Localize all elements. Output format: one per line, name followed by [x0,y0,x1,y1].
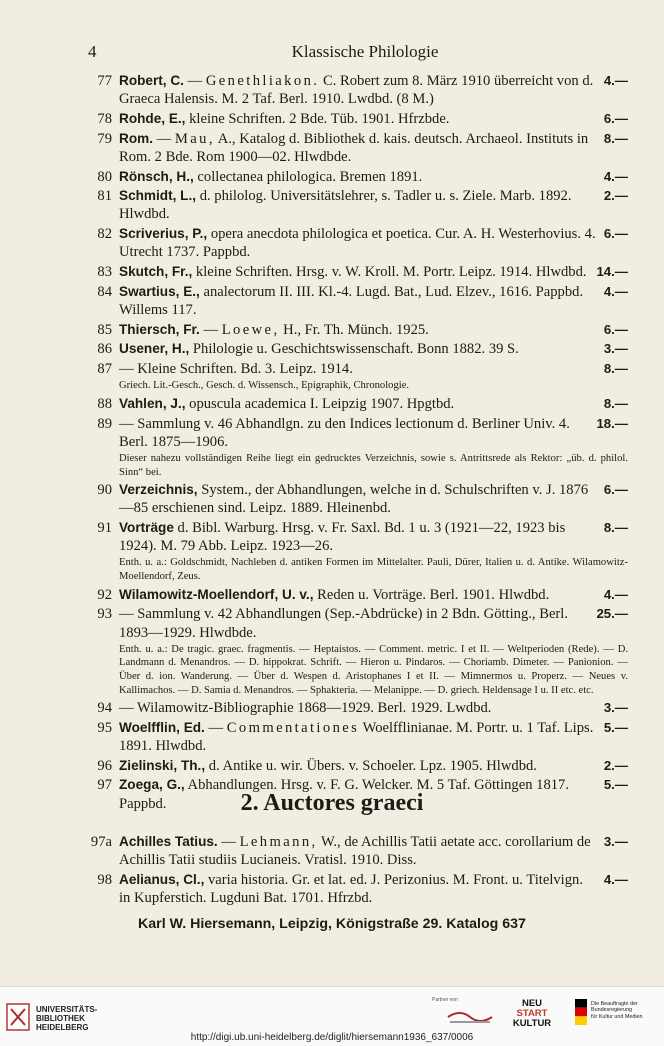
entry-spaced-name: Commentationes [226,719,360,736]
catalog-entry [72,415,628,480]
entry-number: 88 [97,395,112,412]
entry-author: Rom. [119,130,153,146]
entry-number: 97a [90,834,112,850]
entry-note: Enth. u. a.: Goldschmidt, Nachleben d. antiken Formen im Mittelalter. Pauli, Dürer, Italien u. d. Antike. Wilamowitz-Moellendorf, Zeus. [119,557,628,583]
entry-number: 89 [97,415,112,432]
entry-text: d. philolog. Universitätslehrer, s. Tadler u. s. Ziele. Marb. 1892. Hlwdbd. [119,188,572,223]
catalog-entry [72,833,628,869]
entry-number: 96 [97,757,112,774]
entry-author: Woelfflin, Ed. [119,719,205,735]
entry-price: 6.— [603,110,628,126]
catalog-entry [72,395,628,413]
bkm-label [591,1001,663,1020]
entry-author: Zoega, G., [119,777,185,793]
catalog-entry [72,283,628,319]
neustart-line: START [516,1008,548,1019]
entry-text-rest: W., de Achillis Tatii aetate acc. corollarium de Achillis Tatii studiis Lucianeis. Vratisl. 1910. Diss. [119,834,591,869]
entry-price: 14.— [596,264,628,280]
entry-author: Schmidt, L., [119,188,197,204]
entry-price: 4.— [603,871,628,887]
entry-author: Aelianus, Cl., [119,871,205,887]
entry-price: 4.— [603,586,628,602]
entry-price: 5.— [603,777,628,793]
entry-number: 77 [97,73,112,89]
library-name-line: HEIDELBERG [36,1023,89,1032]
entry-text: — [199,321,222,338]
catalog-entry [72,519,628,584]
entry-author: Skutch, Fr., [119,264,193,280]
entry-text: Abhandlungen. Hrsg. v. F. G. Welcker. M. 5 Taf. Göttingen 1817. Pappbd. [119,777,569,812]
catalog-entry [72,586,628,604]
catalog-entry [72,605,628,697]
catalog-entry [72,321,628,339]
entry-text: — [204,719,227,736]
library-name-line: UNIVERSITÄTS- [36,1005,98,1014]
entry-text: System., der Abhandlungen, welche in d. Schulschriften v. J. 1876—85 erschienen sind. Leipz. 1889. Hleinenbd. [119,482,589,517]
entry-number: 84 [97,283,112,300]
entry-number: 97 [97,777,112,794]
entry-price: 18.— [596,415,628,431]
bkm-line: Die Beauftragte der Bundesregierung [591,1001,638,1014]
entry-author: Usener, H., [119,341,190,357]
entry-price: 6.— [603,226,628,242]
entry-author: Achilles Tatius. [119,834,218,849]
federal-flag-icon [575,999,587,1025]
catalog-entry [72,72,628,108]
entry-list-greek [72,833,628,909]
entry-text-rest: Woelfflinianae. M. Portr. u. 1 Taf. Lips. 1891. Hlwdbd. [119,719,594,755]
entry-number: 86 [97,341,112,358]
entry-number: 98 [97,871,112,888]
entry-price: 6.— [603,321,628,337]
library-name-line: BIBLIOTHEK [36,1014,85,1023]
digitization-bar [0,986,664,1046]
entry-text: — [217,834,240,850]
bkm-line: für Kultur und Medien [591,1013,643,1020]
page-title: Klassische Philologie [291,42,439,61]
entry-number: 92 [97,586,112,603]
entry-price: 2.— [603,757,628,773]
entry-text: — Sammlung v. 42 Abhandlungen (Sep.-Abdrücke) in 2 Bdn. Götting., Berl. 1893—1929. Hlwdbde. [119,606,568,641]
entry-number: 78 [97,110,112,127]
neustart-line: KULTUR [512,1018,552,1029]
entry-author: Thiersch, Fr. [119,321,200,337]
entry-number: 83 [97,264,112,281]
catalog-entry [72,757,628,775]
library-name [36,1005,97,1032]
entry-text: d. Bibl. Warburg. Hrsg. v. Fr. Saxl. Bd. 1 u. 3 (1921—22, 1923 bis 1924). M. 79 Abb. Leipz. 1923—26. [119,520,566,555]
entry-number: 93 [97,606,112,623]
partner-logo-icon [440,1007,500,1027]
entry-author: Zielinski, Th., [119,757,206,773]
entry-text: kleine Schriften. Hrsg. v. W. Kroll. M. Portr. Leipz. 1914. Hlwdbd. [192,264,587,281]
entry-author: Wilamowitz-Moellendorf, U. v., [119,586,314,602]
catalog-entry [72,187,628,223]
catalog-entry [72,110,628,128]
catalog-entry [72,130,628,166]
entry-author: Vorträge [119,520,174,536]
entry-text: Philologie u. Geschichtswissenschaft. Bonn 1882. 39 S. [189,341,519,358]
entry-price: 5.— [603,719,628,735]
entry-number: 80 [97,168,112,185]
entry-text: opuscula academica I. Leipzig 1907. Hpgtbd. [185,395,455,412]
entry-spaced-name: Lehmann, [239,834,318,850]
entry-author: Vahlen, J., [119,395,186,411]
entry-price: 3.— [603,834,628,849]
entry-price: 4.— [603,73,628,88]
entry-number: 90 [97,482,112,499]
catalog-entry [72,360,628,393]
entry-price: 2.— [603,188,628,204]
entry-text: kleine Schriften. 2 Bde. Tüb. 1901. Hfrzbde. [185,110,450,127]
catalog-entry [72,699,628,717]
page-header [88,42,642,64]
partner-label: Partner von [432,997,458,1003]
entry-author: Swartius, E., [119,283,200,299]
catalog-entry [72,871,628,907]
catalog-entry [72,719,628,755]
entry-price: 8.— [603,361,628,377]
entry-list [72,72,628,814]
entry-text-rest: A., Katalog d. Bibliothek d. kais. deutsch. Archaeol. Instituts in Rom. 2 Bde. Rom 1900—02. Hlwdbde. [119,130,589,165]
entry-text: analectorum II. III. Kl.-4. Lugd. Bat., Lud. Elzev., 1616. Pappbd. Willems 117. [119,283,584,318]
entry-price: 4.— [603,168,628,184]
entry-author: Rohde, E., [119,110,186,126]
entry-price: 6.— [603,482,628,498]
entry-text: collectanea philologica. Bremen 1891. [193,168,423,185]
entry-price: 4.— [603,283,628,299]
entry-text: — Sammlung v. 46 Abhandlgn. zu den Indices lectionum d. Berliner Univ. 4. Berl. 1875—1906. [119,415,570,450]
entry-number: 85 [97,321,112,338]
neustart-kultur-logo [512,999,552,1029]
entry-spaced-name: Genethliakon. [205,73,320,89]
entry-number: 87 [97,361,112,378]
catalog-entry [72,225,628,261]
entry-author: Scriverius, P., [119,226,208,242]
entry-spaced-name: Mau, [174,130,215,147]
section-title: 2. Auctores graeci [240,790,424,816]
entry-number: 82 [97,226,112,243]
entry-number: 81 [97,188,112,205]
university-library-logo-icon [6,1003,30,1031]
entry-text: varia historia. Gr. et lat. ed. J. Perizonius. M. Front. u. Titelvign. in Kupferstich. Lugduni Bat. 1701. Hfrzbd. [119,871,583,907]
entry-number: 79 [97,130,112,147]
entry-price: 3.— [603,341,628,357]
entry-text: d. Antike u. wir. Übers. v. Schoeler. Lpz. 1905. Hlwdbd. [205,757,537,774]
entry-text: — Kleine Schriften. Bd. 3. Leipz. 1914. [119,361,353,378]
source-url[interactable]: http://digi.ub.uni-heidelberg.de/diglit/hiersemann1936_637/0006 [190,1032,474,1043]
entry-text: opera anecdota philologica et poetica. Cur. A. H. Westerhovius. 4. Utrecht 1737. Pappbd. [119,226,596,261]
catalog-entry [72,340,628,358]
entry-author: Rönsch, H., [119,168,194,184]
entry-number: 95 [97,719,112,736]
catalog-entry [72,481,628,517]
catalog-footer: Karl W. Hiersemann, Leipzig, Königstraße 29. Katalog 637 [138,916,526,932]
entry-text: — Wilamowitz-Bibliographie 1868—1929. Berl. 1929. Lwdbd. [119,700,492,717]
entry-note: Enth. u. a.: De tragic. graec. fragmentis. — Heptaistos. — Comment. metric. I et II. — Weltperioden (Rede). — D. Landmann d. Menandros. — D. hippokrat. Schrift. — Hieron u. Pindaros. — Choriamb. Dimeter. — Panionion. — Über d. ion. Wanderung. — Über d. Wespen d. Aristophanes I et II. — Mimnermos u. Properz. — Neues v. Kallimachos. — D. Samia d. Menandros. — Sphakteria. — Melanippe. — D. griech. Heldensage I u. II etc. etc. [119,643,628,696]
entry-price: 3.— [603,700,628,716]
entry-text: — [152,130,175,147]
catalog-entry [72,263,628,281]
entry-text: — [183,73,206,89]
page-number: 4 [88,42,97,61]
entry-price: 8.— [603,395,628,411]
catalog-entry [72,168,628,186]
entry-spaced-name: Loewe, [221,321,280,338]
entry-number: 94 [97,700,112,717]
entry-note: Dieser nahezu vollständigen Reihe liegt ein gedrucktes Verzeichnis, sowie s. Antrittsrede als Rektor: „üb. d. philol. Sinn“ bei. [119,452,628,478]
entry-price: 8.— [603,520,628,536]
entry-text: Reden u. Vorträge. Berl. 1901. Hlwdbd. [313,586,550,603]
entry-text-rest: H., Fr. Th. Münch. 1925. [279,321,429,338]
entry-note: Griech. Lit.-Gesch., Gesch. d. Wissensch., Epigraphik, Chronologie. [119,380,410,392]
entry-price: 8.— [603,130,628,146]
entry-text-rest: C. Robert zum 8. März 1910 überreicht von d. Graeca Halensis. M. 2 Taf. Berl. 1910. Lwdbd. (8 M.) [119,73,594,108]
entry-number: 91 [97,520,112,537]
entry-author: Verzeichnis, [119,482,198,498]
entry-price: 25.— [596,606,628,622]
entry-author: Robert, C. [119,73,184,88]
neustart-line: NEU [521,998,543,1009]
